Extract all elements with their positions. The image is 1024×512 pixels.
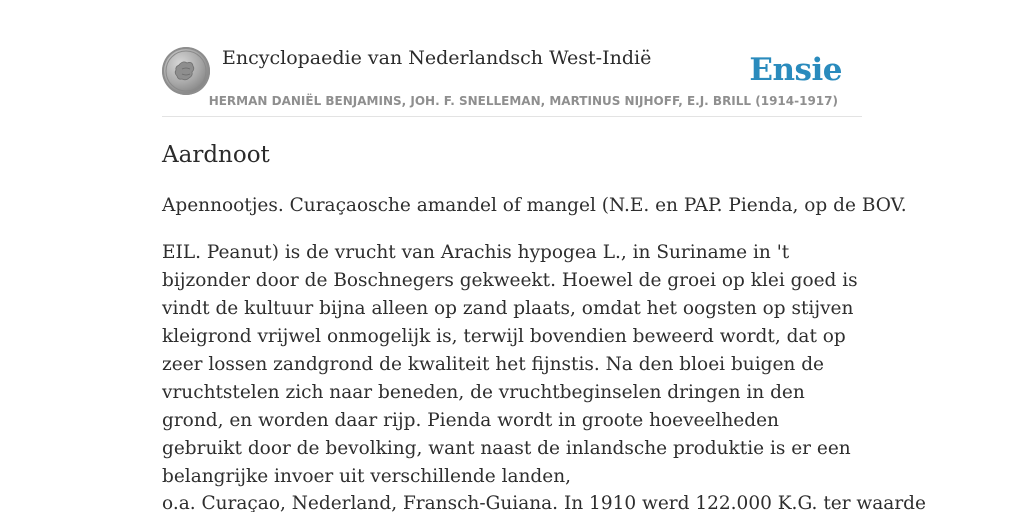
entry-paragraph-3: o.a. Curaçao, Nederland, Fransch-Guiana. In 1910 werd 122.000 K.G. ter waarde <box>162 493 926 512</box>
book-title[interactable]: Encyclopaedie van Nederlandsch West-Indië <box>222 47 652 69</box>
entry-paragraph-2: EIL. Peanut) is de vrucht van Arachis hypogea L., in Suriname in 't bijzonder door de Boschnegers gekweekt. Hoewel de groei op klei goed is vindt de kultuur bijna alleen op zand plaats, omdat het oogsten op stijven kleigrond vrijwel onmogelijk is, terwijl bovendien beweerd wordt, dat op zeer lossen zandgrond de kwaliteit het fijnstis. Na den bloei buigen de vruchtstelen zich naar beneden, de vruchtbeginselen dringen in den grond, en worden daar rijp. Pienda wordt in groote hoeveelheden gebruikt door de bevolking, want naast de inlandsche produktie is er een belangrijke invoer uit verschillende landen, <box>162 242 858 487</box>
header <box>162 0 862 117</box>
entry-title: Aardnoot <box>162 142 270 168</box>
coin-icon[interactable] <box>162 47 210 95</box>
ensie-logo[interactable]: Ensie <box>749 52 842 88</box>
entry-paragraph-1: Apennootjes. Curaçaosche amandel of mangel (N.E. en PAP. Pienda, op de BOV. <box>162 195 907 216</box>
authors-line: HERMAN DANIËL BENJAMINS, JOH. F. SNELLEMAN, MARTINUS NIJHOFF, E.J. BRILL (1914-1917) <box>208 94 838 108</box>
page-container <box>162 0 926 512</box>
